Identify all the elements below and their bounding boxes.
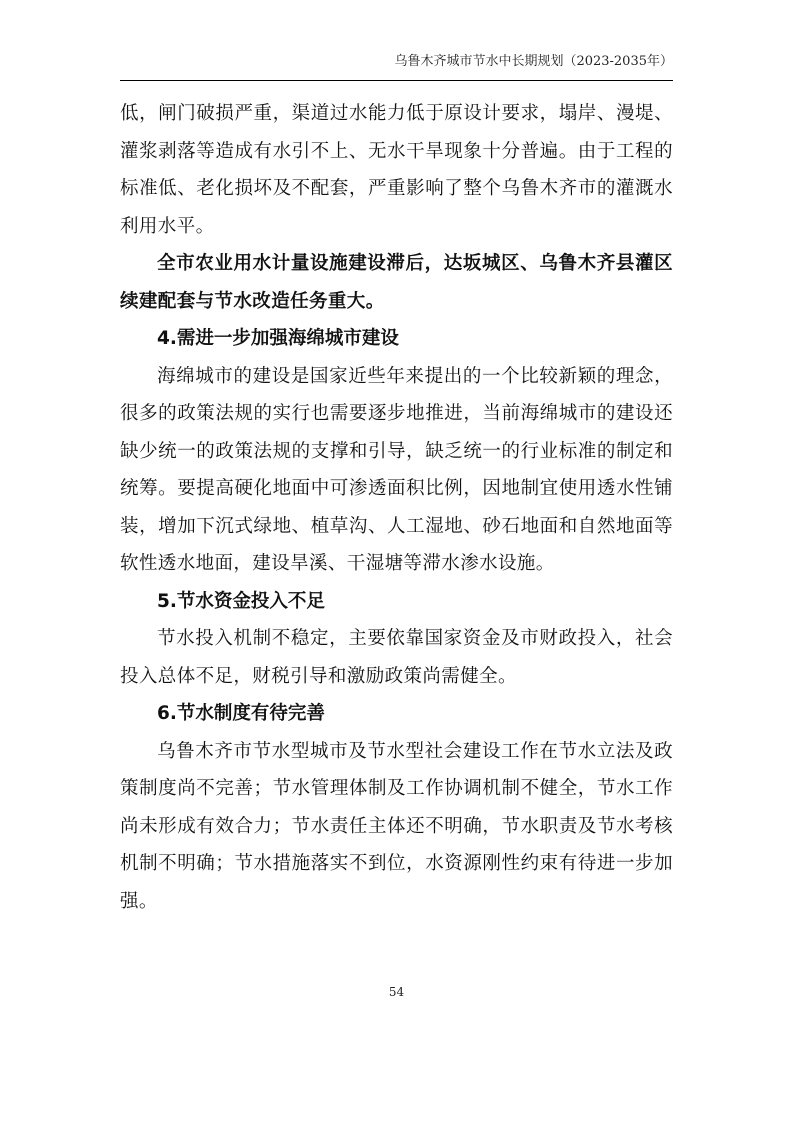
- paragraph-funding: 节水投入机制不稳定，主要依靠国家资金及市财政投入，社会投入总体不足，财税引导和激励政策尚需健全。: [120, 628, 673, 687]
- section-heading-4: 4.需进一步加强海绵城市建设: [157, 328, 399, 349]
- paragraph-sponge-city: 海绵城市的建设是国家近些年来提出的一个比较新颖的理念，很多的政策法规的实行也需要逐步地推进，当前海绵城市的建设还缺少统一的政策法规的支撑和引导，缺乏统一的行业标准的制定和统筹。要提高硬化地面中可渗透面积比例，因地制宜使用透水性铺装，增加下沉式绿地、植草沟、人工湿地、砂石地面和自然地面等软性透水地面，建设旱溪、干湿塘等滞水渗水设施。: [120, 365, 673, 574]
- header-divider: [120, 80, 673, 81]
- document-body: [120, 95, 673, 920]
- running-header: 乌鲁木齐城市节水中长期规划（2023-2035年）: [394, 54, 673, 69]
- section-heading-6: 6.节水制度有待完善: [157, 703, 325, 724]
- section-heading-5: 5.节水资金投入不足: [157, 590, 325, 612]
- paragraph-continuation: 低，闸门破损严重，渠道过水能力低于原设计要求，塌岸、漫堤、灌浆剥落等造成有水引不上、无水干旱现象十分普遍。由于工程的标准低、老化损坏及不配套，严重影响了整个乌鲁木齐市的灌溉水利用水平。: [120, 103, 673, 237]
- bold-paragraph: 全市农业用水计量设施建设滞后，达坂城区、乌鲁木齐县灌区续建配套与节水改造任务重大。: [120, 253, 673, 312]
- page-number: 54: [388, 985, 405, 999]
- paragraph-institutions: 乌鲁木齐市节水型城市及节水型社会建设工作在节水立法及政策制度尚不完善；节水管理体制及工作协调机制不健全，节水工作尚未形成有效合力；节水责任主体还不明确，节水职责及节水考核机制不明确；节水措施落实不到位，水资源刚性约束有待进一步加强。: [120, 740, 673, 912]
